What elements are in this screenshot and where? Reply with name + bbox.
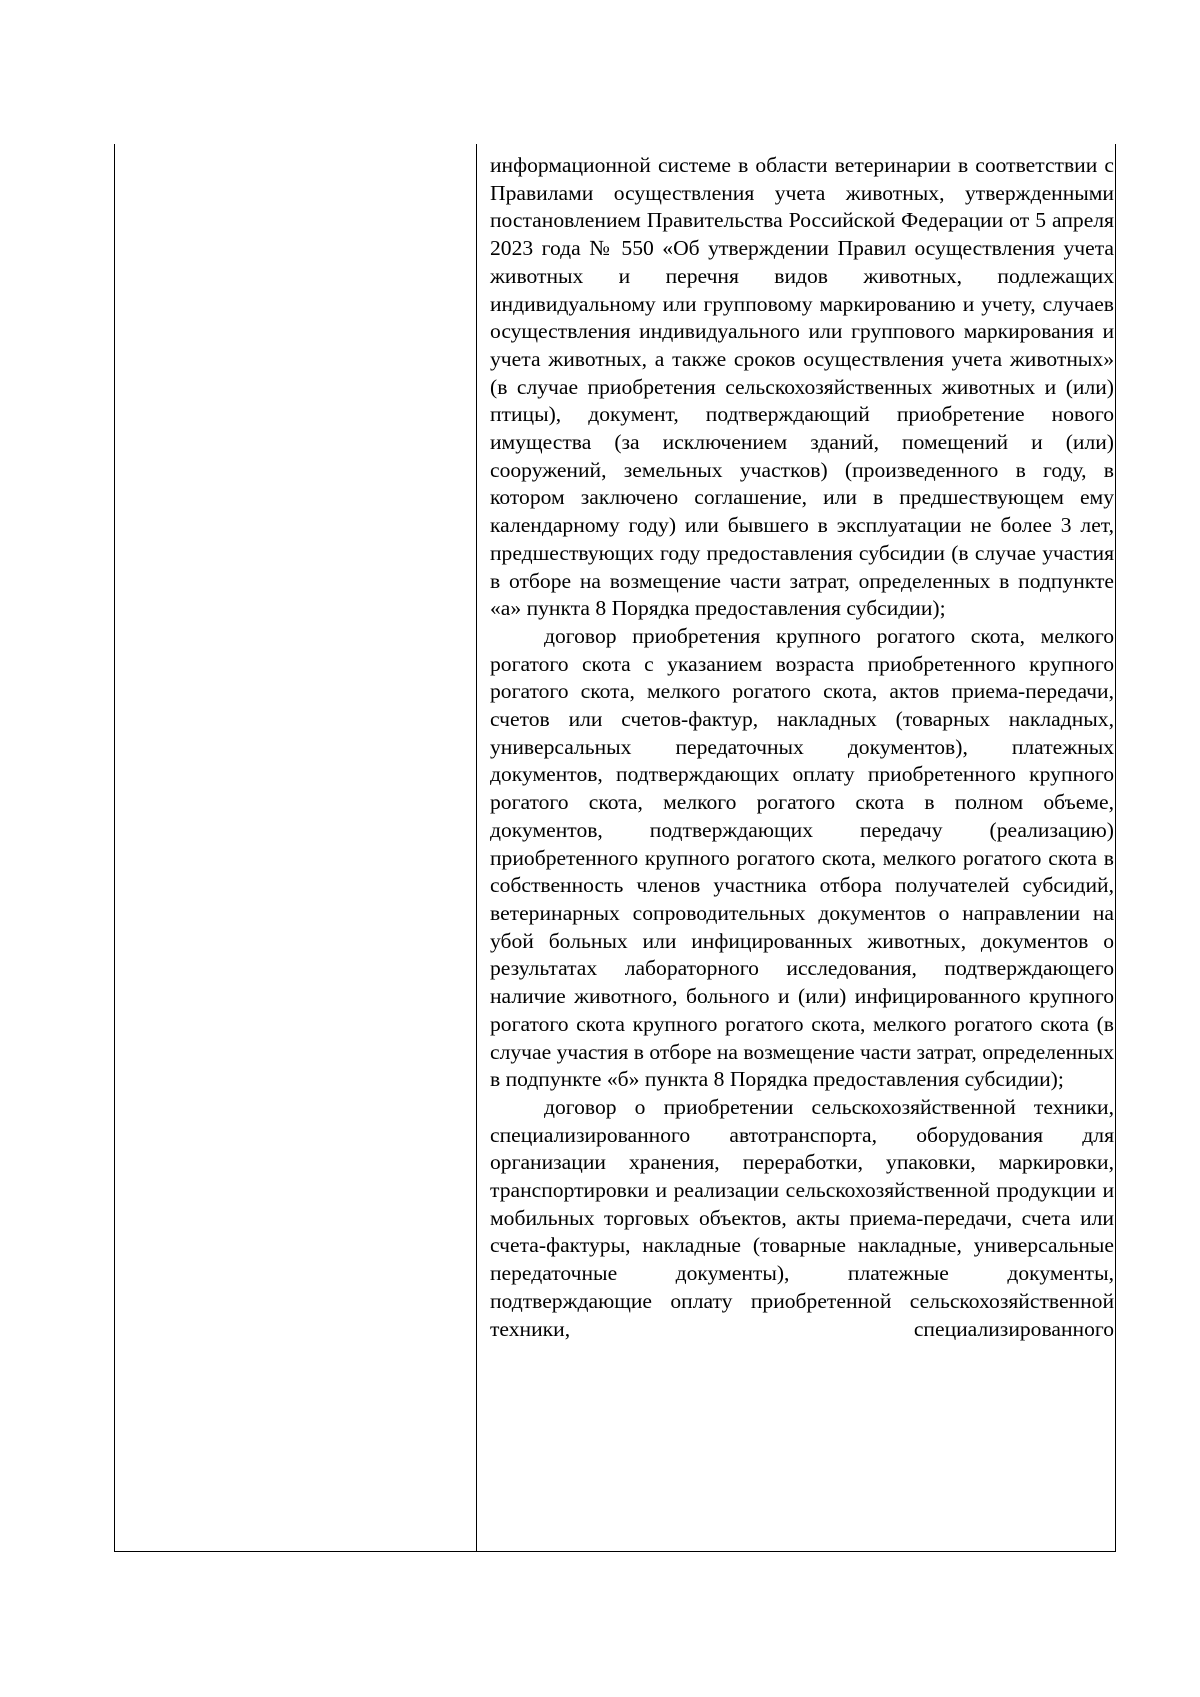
right-cell-content [490, 152, 1114, 1343]
paragraph-1: информационной системе в области ветеринарии в соответствии с Правилами осуществления учета животных, утвержденными постановлением Правительства Российской Федерации от 5 апреля 2023 года № 550 «Об утверждении Правил осуществления учета животных и перечня видов животных, подлежащих индивидуальному или групповому маркированию и учету, случаев осуществления индивидуального или группового маркирования и учета животных, а также сроков осуществления учета животных» (в случае приобретения сельскохозяйственных животных и (или) птицы), документ, подтверждающий приобретение нового имущества (за исключением зданий, помещений и (или) сооружений, земельных участков) (произведенного в году, в котором заключено соглашение, или в предшествующем ему календарному году) или бывшего в эксплуатации не более 3 лет, предшествующих году предоставления субсидии (в случае участия в отборе на возмещение части затрат, определенных в подпункте «а» пункта 8 Порядка предоставления субсидии); [490, 153, 1114, 621]
paragraph-3: договор о приобретении сельскохозяйственной техники, специализированного автотранспорта, оборудования для организации хранения, переработки, упаковки, маркировки, транспортировки и реализации сельскохозяйственной продукции и мобильных торговых объектов, акты приема-передачи, счета или счета-фактуры, накладные (товарные накладные, универсальные передаточные документы), платежные документы, подтверждающие оплату приобретенной сельскохозяйственной техники, специализированного [490, 1094, 1114, 1341]
table-bottom-border [114, 1551, 1116, 1552]
paragraph-2: договор приобретения крупного рогатого скота, мелкого рогатого скота с указанием возраста приобретенного крупного рогатого скота, мелкого рогатого скота, актов приема-передачи, счетов или счетов-фактур, накладных (товарных накладных, универсальных передаточных документов), платежных документов, подтверждающих оплату приобретенного крупного рогатого скота, мелкого рогатого скота в полном объеме, документов, подтверждающих передачу (реализацию) приобретенного крупного рогатого скота, мелкого рогатого скота в собственность членов участника отбора получателей субсидий, ветеринарных сопроводительных документов о направлении на убой больных или инфицированных животных, документов о результатах лабораторного исследования, подтверждающего наличие животного, больного и (или) инфицированного крупного рогатого скота крупного рогатого скота, мелкого рогатого скота (в случае участия в отборе на возмещение части затрат, определенных в подпункте «б» пункта 8 Порядка предоставления субсидии); [490, 623, 1114, 1092]
table-cell-left [114, 144, 476, 1551]
